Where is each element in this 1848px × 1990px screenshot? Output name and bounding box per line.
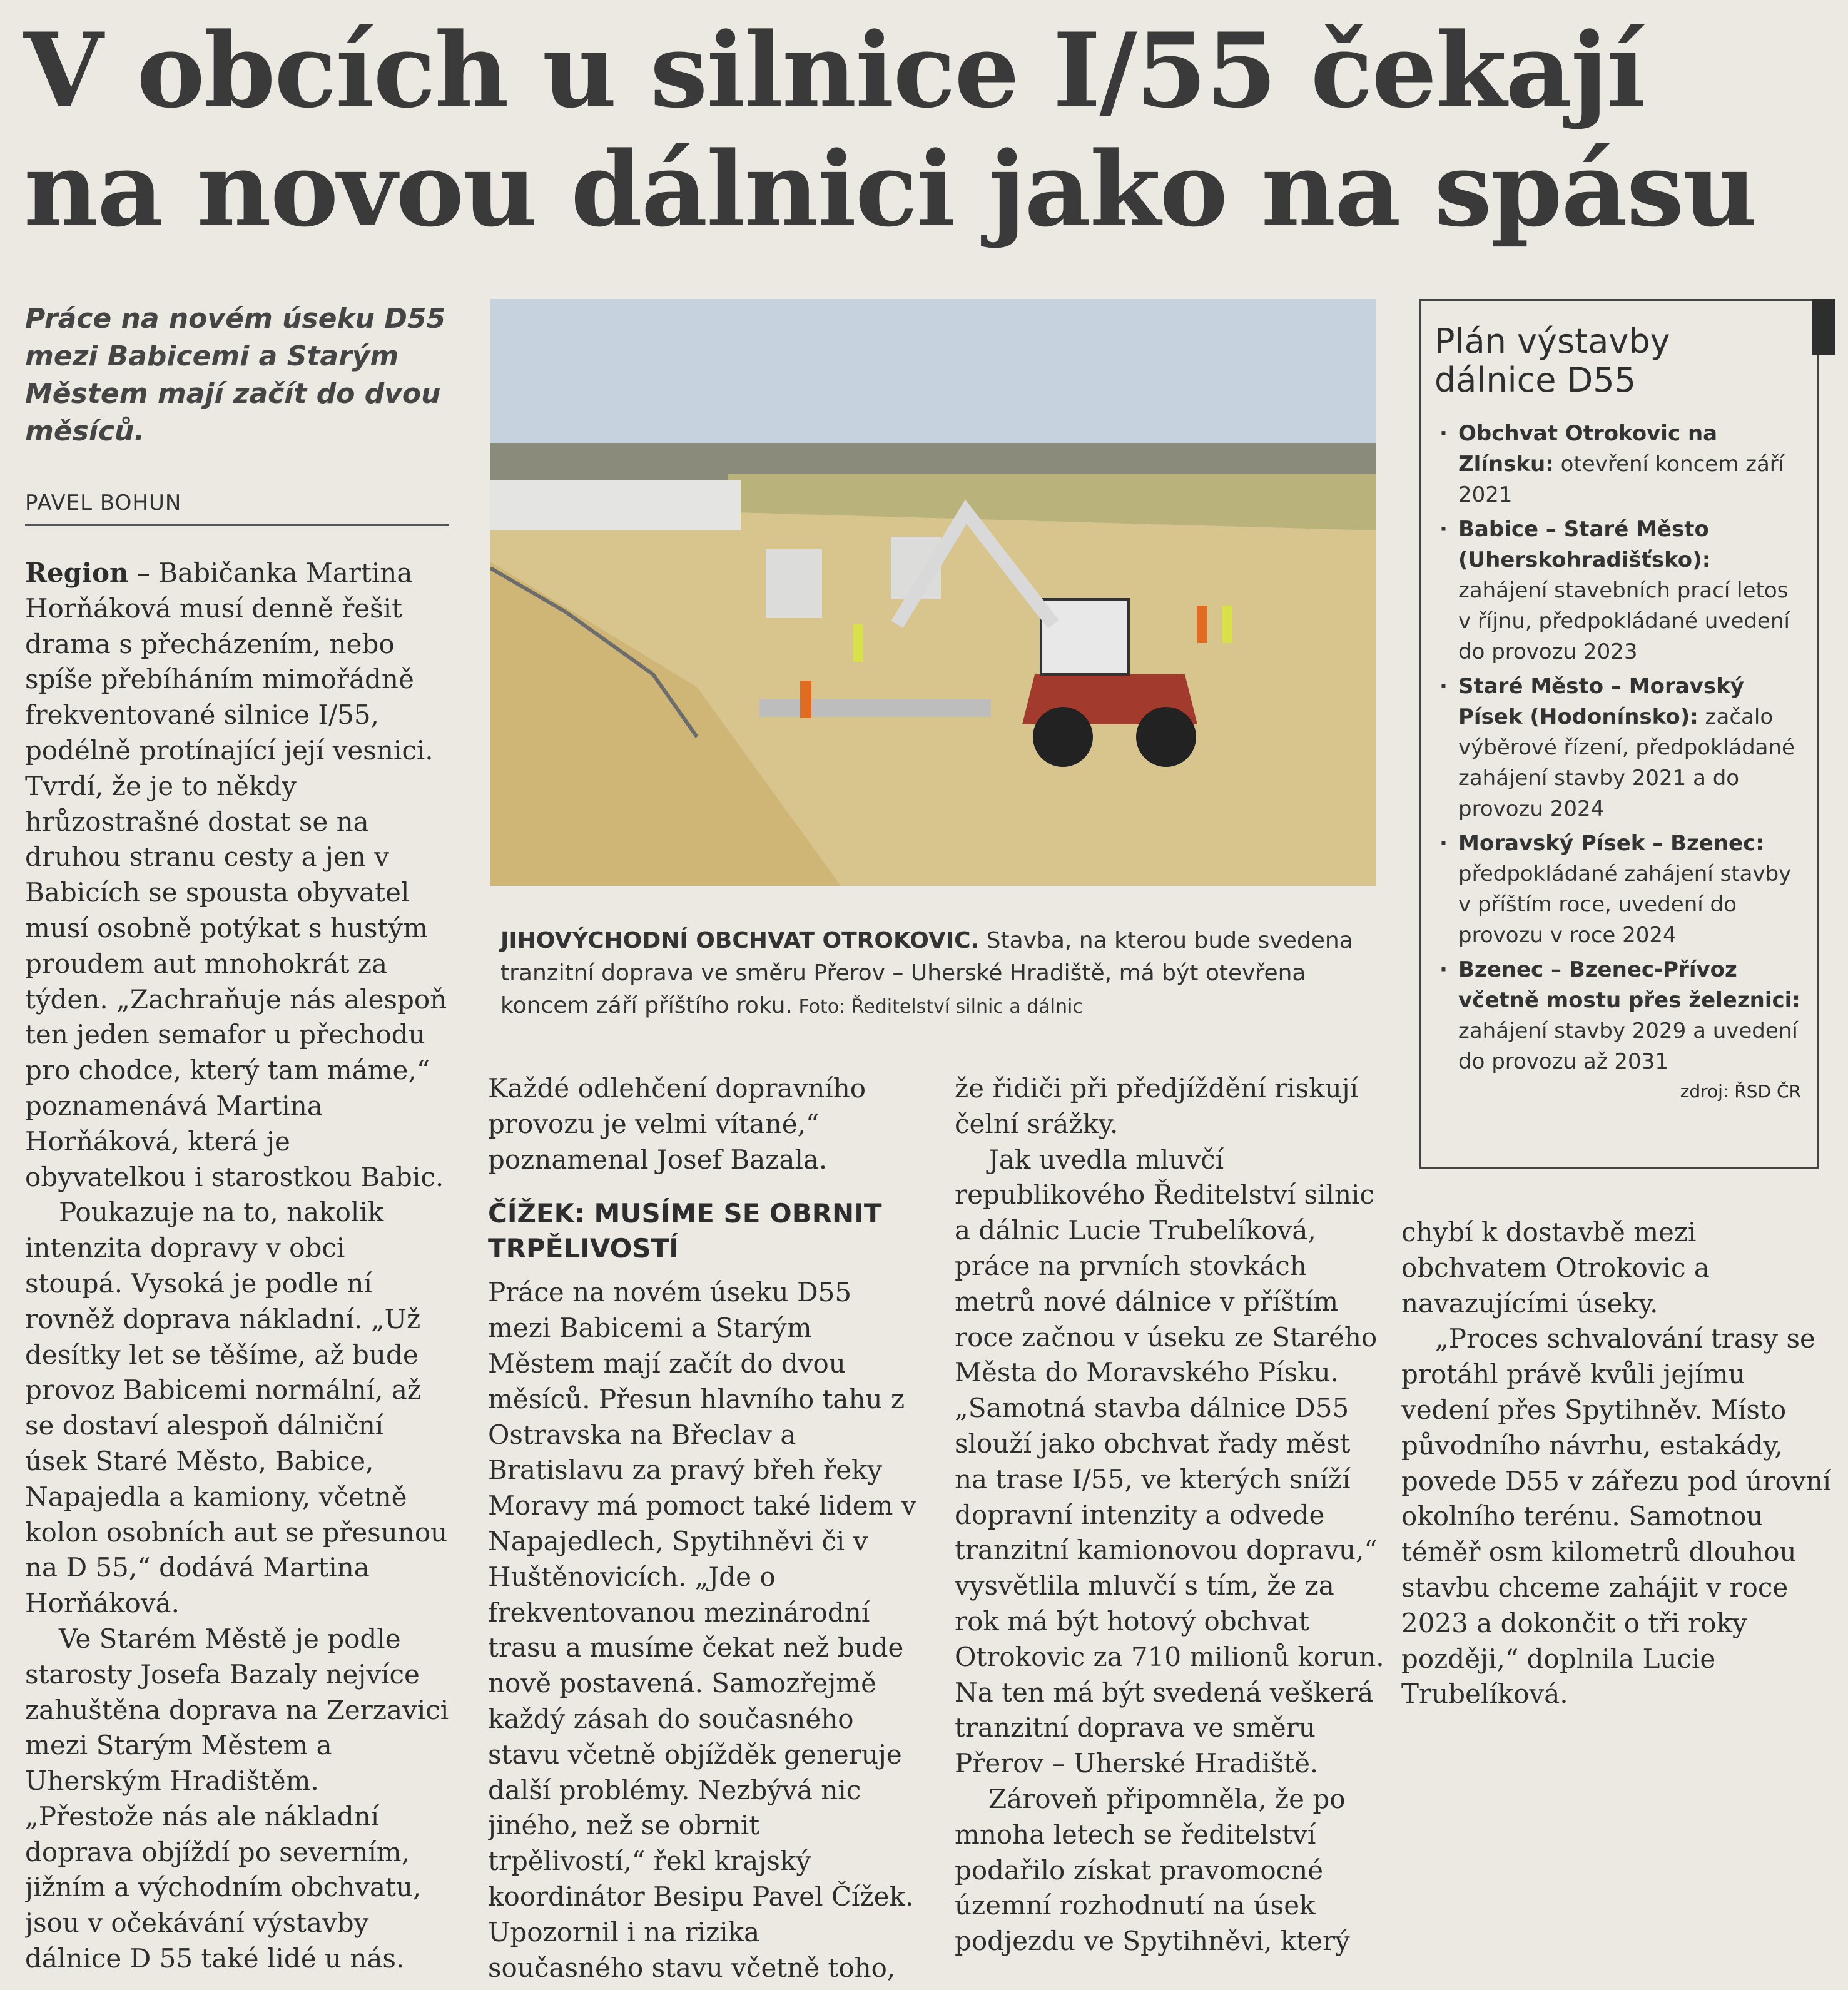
construction-photo-illustration [490,299,1376,886]
bullet-icon: · [1439,517,1448,542]
lead-paragraph: Práce na novém úseku D55 mezi Babicemi a Starým Městem mají začít do dvou měsíců. [25,303,446,447]
body-paragraph-5: Jak uvedla mluvčí republikového Ředitelství silnic a dálnic Lucie Trubelíková, práce na prvních stovkách metrů nové dálnice v příštím roce začnou v úseku ze Starého Města do Moravského Písku. „Samotná stavba dálnice D55 slouží jako obchvat řady měst na trase I/55, ve kterých sníží dopravní intenzity a odvede tranzitní kamionovou dopravu,“ vysvětlila mluvčí s tím, že za rok má být hotový obchvat Otrokovic za 710 milionů korun. Na ten má být svedená veškerá tranzitní doprava ve směru Přerov – Uherské Hradiště. [955,1144,1384,1779]
bullet-icon: · [1439,421,1448,446]
headline-line-1: V obcích u silnice I/55 čekají [24,10,1645,131]
photo-sky [490,299,1376,462]
sidebar-item: · Moravský Písek – Bzenec: předpokládané zahájení stavby v příštím roce, uvedení do provozu v roce 2024 [1434,828,1801,951]
article-column-4 [1401,1215,1839,1988]
sidebar-list [1434,419,1801,1077]
body-paragraph-1: Region – Babičanka Martina Horňáková musí denně řešit drama s přecházením, nebo spíše přebíháním mimořádně frekventované silnice I/55, podélně protínající její vesnici. Tvrdí, že je to někdy hrůzostrašné dostat se na druhou stranu cesty a jen v Babicích se spousta obyvatel musí osobně potýkat s hustým proudem aut mnohokrát za týden. „Zachraňuje nás alespoň ten jeden semafor u přechodu pro chodce, který tam máme,“ poznamenává Martina Horňáková, která je obyvatelkou i starostkou Babic. [25,557,447,1192]
photo-concrete-beam [759,699,991,717]
article-column-2 [488,1071,920,1988]
sidebar-item: · Bzenec – Bzenec-Přívoz včetně mostu přes železnici: zahájení stavby 2029 a uvedení do provozu až 2031 [1434,955,1801,1077]
byline: PAVEL BOHUN [25,490,449,526]
headline-line-2: na novou dálnici jako na spásu [24,129,1757,250]
caption-title: JIHOVÝCHODNÍ OBCHVAT OTROKOVIC. [500,928,980,953]
bullet-icon: · [1439,957,1448,982]
photo-excavator-wheel-2 [1136,707,1196,767]
photo-caption [500,925,1376,1023]
body-paragraph-7: „Proces schvalování trasy se protáhl právě kvůli jejímu vedení přes Spytihněv. Místo původního návrhu, estakády, povede D55 v zářezu pod úrovní okolního terénu. Samotnou téměř osm kilometrů dlouhou stavbu chceme zahájit v roce 2023 a dokončit o tři roky později,“ doplnila Lucie Trubelíková. [1401,1323,1832,1710]
body-paragraph-4: Práce na novém úseku D55 mezi Babicemi a Starým Městem mají začít do dvou měsíců. Přesun hlavního tahu z Ostravska na Břeclav a Bratislavu za pravý břeh řeky Moravy má pomoct také lidem v Napajedlech, Spytihněvi či v Huštěnovicích. „Jde o frekventovanou mezinárodní trasu a musíme čekat než bude nově postavená. Samozřejmě každý zásah do současného stavu včetně objížděk generuje další problémy. Nezbývá nic jiného, než se obrnit trpělivostí,“ řekl krajský koordinátor Besipu Pavel Čížek. Upozornil i na rizika současného stavu včetně toho, [488,1277,916,1983]
photo-worker-1 [800,681,811,718]
body-paragraph-2: Poukazuje na to, nakolik intenzita dopravy v obci stoupá. Vysoká je podle ní rovněž doprava nákladní. „Už desítky let se těšíme, až bude provoz Babicemi normální, až se dostaví alespoň dálniční úsek Staré Město, Babice, Napajedla a kamiony, včetně kolon osobních aut se přesunou na D 55,“ dodává Martina Horňáková. [25,1197,448,1619]
body-paragraph-6: Zároveň připomněla, že po mnoha letech se ředitelství podařilo získat pravomocné územní rozhodnutí na úsek podjezdu ve Spytihněvi, který [955,1783,1350,1957]
caption-text: Stavba, na kterou bude svedena tranzitní doprava ve směru Přerov – Uherské Hradiště, má být otevřena koncem září příštího roku. [500,928,1353,1018]
photo-excavator-wheel-1 [1033,707,1093,767]
headline [24,11,1825,249]
photo-worker-3 [1197,606,1207,643]
sidebar-title: Plán výstavby dálnice D55 [1434,322,1670,400]
bullet-icon: · [1439,831,1448,856]
photo-credit: Foto: Ředitelství silnic a dálnic [792,996,1083,1018]
body-paragraph-4: že řidiči při předjíždění riskují čelní srážky. [955,1073,1359,1139]
construction-photo [490,299,1376,886]
sidebar-item: · Babice – Staré Město (Uherskohradišťsko): zahájení stavebních prací letos v říjnu, předpokládané uvedení do provozu 2023 [1434,514,1801,668]
subheading: ČÍŽEK: MUSÍME SE OBRNIT TRPĚLIVOSTÍ [488,1198,882,1264]
sidebar-marker [1812,299,1835,355]
photo-worker-4 [1222,606,1232,643]
photo-concrete-pillar [766,549,822,618]
sidebar-source: zdroj: ŘSD ČR [1680,1081,1801,1102]
body-paragraph-3: Každé odlehčení dopravního provozu je velmi vítané,“ poznamenal Josef Bazala. [488,1073,866,1175]
bullet-icon: · [1439,674,1448,699]
article-column-3 [955,1071,1386,1988]
sidebar-item: · Staré Město – Moravský Písek (Hodonínsko): začalo výběrové řízení, předpokládané zahájení stavby 2021 a do provozu 2024 [1434,671,1801,825]
photo-excavator-cab [1041,599,1129,674]
dateline: Region [25,557,129,588]
sidebar-box [1419,299,1819,1169]
article-column-1 [25,556,450,1988]
photo-concrete-wall [490,480,741,530]
sidebar-item: · Obchvat Otrokovic na Zlínsku: otevření koncem září 2021 [1434,419,1801,510]
body-paragraph-3: Ve Starém Městě je podle starosty Josefa Bazaly nejvíce zahuštěna doprava na Zerzavici mezi Starým Městem a Uherským Hradištěm. „Přestože nás ale nákladní doprava objíždí po severním, jižním a východním obchvatu, jsou v očekávání výstavby dálnice D 55 také lidé u nás. [25,1623,449,1974]
body-paragraph-6: chybí k dostavbě mezi obchvatem Otrokovic a navazujícími úseky. [1401,1217,1710,1319]
photo-worker-2 [853,624,863,662]
